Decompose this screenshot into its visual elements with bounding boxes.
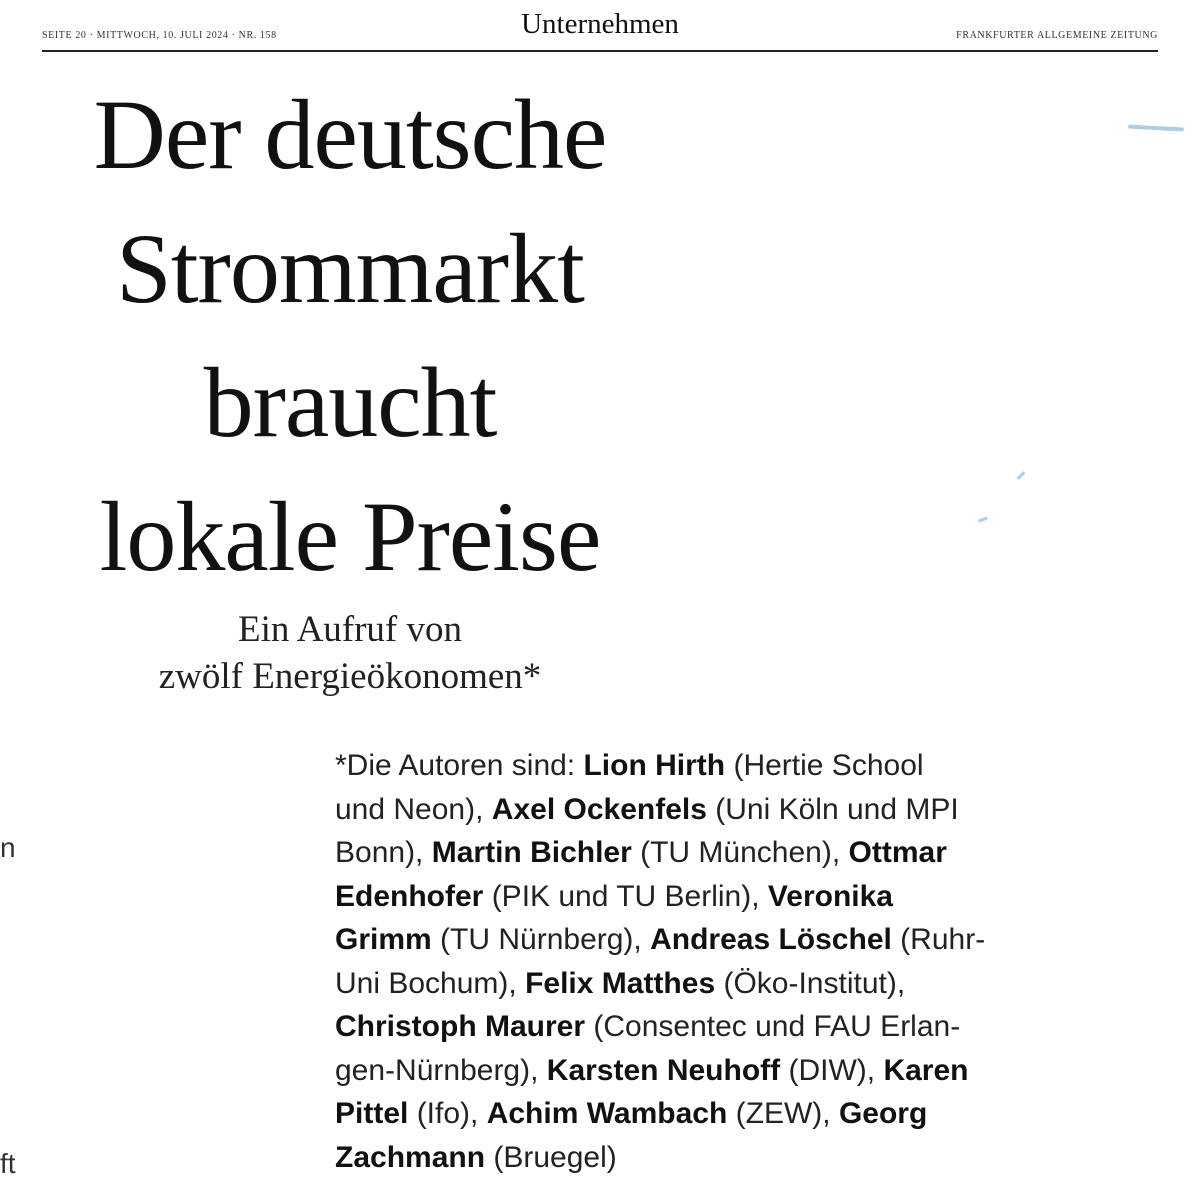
- author-affiliation: *Die Autoren sind:: [335, 749, 584, 782]
- author-affiliation: gen-Nürnberg),: [335, 1053, 547, 1087]
- author-name: Lion Hirth: [583, 749, 726, 782]
- scan-smudge: [1016, 471, 1025, 480]
- author-note-line: [335, 1092, 1047, 1136]
- author-affiliation: (ZEW),: [727, 1097, 839, 1130]
- author-name: Christoph Maurer: [335, 1010, 586, 1043]
- headline-line: Strommarkt: [116, 213, 584, 324]
- author-affiliation: (TU Nürnberg),: [431, 923, 651, 956]
- author-affiliation: (DIW),: [780, 1053, 884, 1087]
- author-affiliation: (PIK und TU Berlin),: [483, 879, 768, 913]
- author-note-line: [335, 788, 1047, 832]
- author-affiliation: (Consentec und FAU Erlan-: [585, 1010, 961, 1043]
- author-note-line: [335, 962, 1047, 1006]
- author-name: Pittel: [335, 1097, 409, 1130]
- author-affiliation: Uni Bochum),: [335, 966, 526, 1000]
- author-name: Axel Ockenfels: [491, 792, 707, 826]
- author-name: Georg: [838, 1097, 928, 1130]
- author-name: Karen: [883, 1053, 969, 1087]
- author-name: Martin Bichler: [431, 836, 632, 869]
- author-affiliation: (Bruegel): [485, 1140, 617, 1174]
- subheadline-line: Ein Aufruf von: [237, 609, 463, 650]
- author-name: Grimm: [335, 923, 432, 956]
- author-affiliation: und Neon),: [335, 792, 492, 826]
- cropped-text-fragment: ft: [0, 1148, 16, 1179]
- author-affiliation: (Öko-Institut),: [715, 966, 906, 1000]
- cropped-text-fragment: n: [0, 832, 16, 863]
- scan-smudge: [1128, 125, 1184, 132]
- headline: [20, 68, 680, 604]
- author-note-line: [335, 1049, 1047, 1093]
- newspaper-name: FRANKFURTER ALLGEMEINE ZEITUNG: [956, 30, 1158, 41]
- section-title: Unternehmen: [521, 8, 679, 40]
- author-note-line: [335, 918, 1047, 962]
- author-note-line: [335, 1005, 1047, 1049]
- subheadline: [60, 606, 640, 700]
- author-note-line: [335, 831, 1047, 875]
- author-name: Veronika: [767, 879, 893, 913]
- author-name: Felix Matthes: [525, 966, 716, 1000]
- masthead: [42, 0, 1158, 52]
- scan-smudge: [978, 516, 988, 522]
- author-note: [335, 744, 1047, 1179]
- author-name: Achim Wambach: [486, 1097, 728, 1130]
- author-affiliation: (Ruhr-: [891, 923, 986, 956]
- author-affiliation: (TU München),: [631, 836, 849, 869]
- headline-line: Der deutsche: [93, 79, 607, 190]
- author-note-line: [335, 1136, 1047, 1180]
- headline-line: braucht: [203, 347, 497, 458]
- author-note-line: [335, 875, 1047, 919]
- author-note-line: [335, 744, 1047, 788]
- page-info: SEITE 20 · MITTWOCH, 10. JULI 2024 · NR. 158: [42, 30, 277, 41]
- author-name: Ottmar: [848, 836, 947, 869]
- author-affiliation: (Hertie School: [725, 749, 924, 782]
- author-name: Andreas Löschel: [650, 923, 892, 956]
- author-affiliation: (Uni Köln und MPI: [706, 792, 959, 826]
- author-name: Karsten Neuhoff: [546, 1053, 781, 1087]
- author-affiliation: Bonn),: [335, 836, 432, 869]
- author-name: Edenhofer: [335, 879, 484, 913]
- author-name: Zachmann: [335, 1140, 486, 1174]
- author-affiliation: (Ifo),: [408, 1097, 487, 1130]
- headline-line: lokale Preise: [99, 481, 601, 592]
- subheadline-line: zwölf Energieökonomen*: [158, 656, 542, 697]
